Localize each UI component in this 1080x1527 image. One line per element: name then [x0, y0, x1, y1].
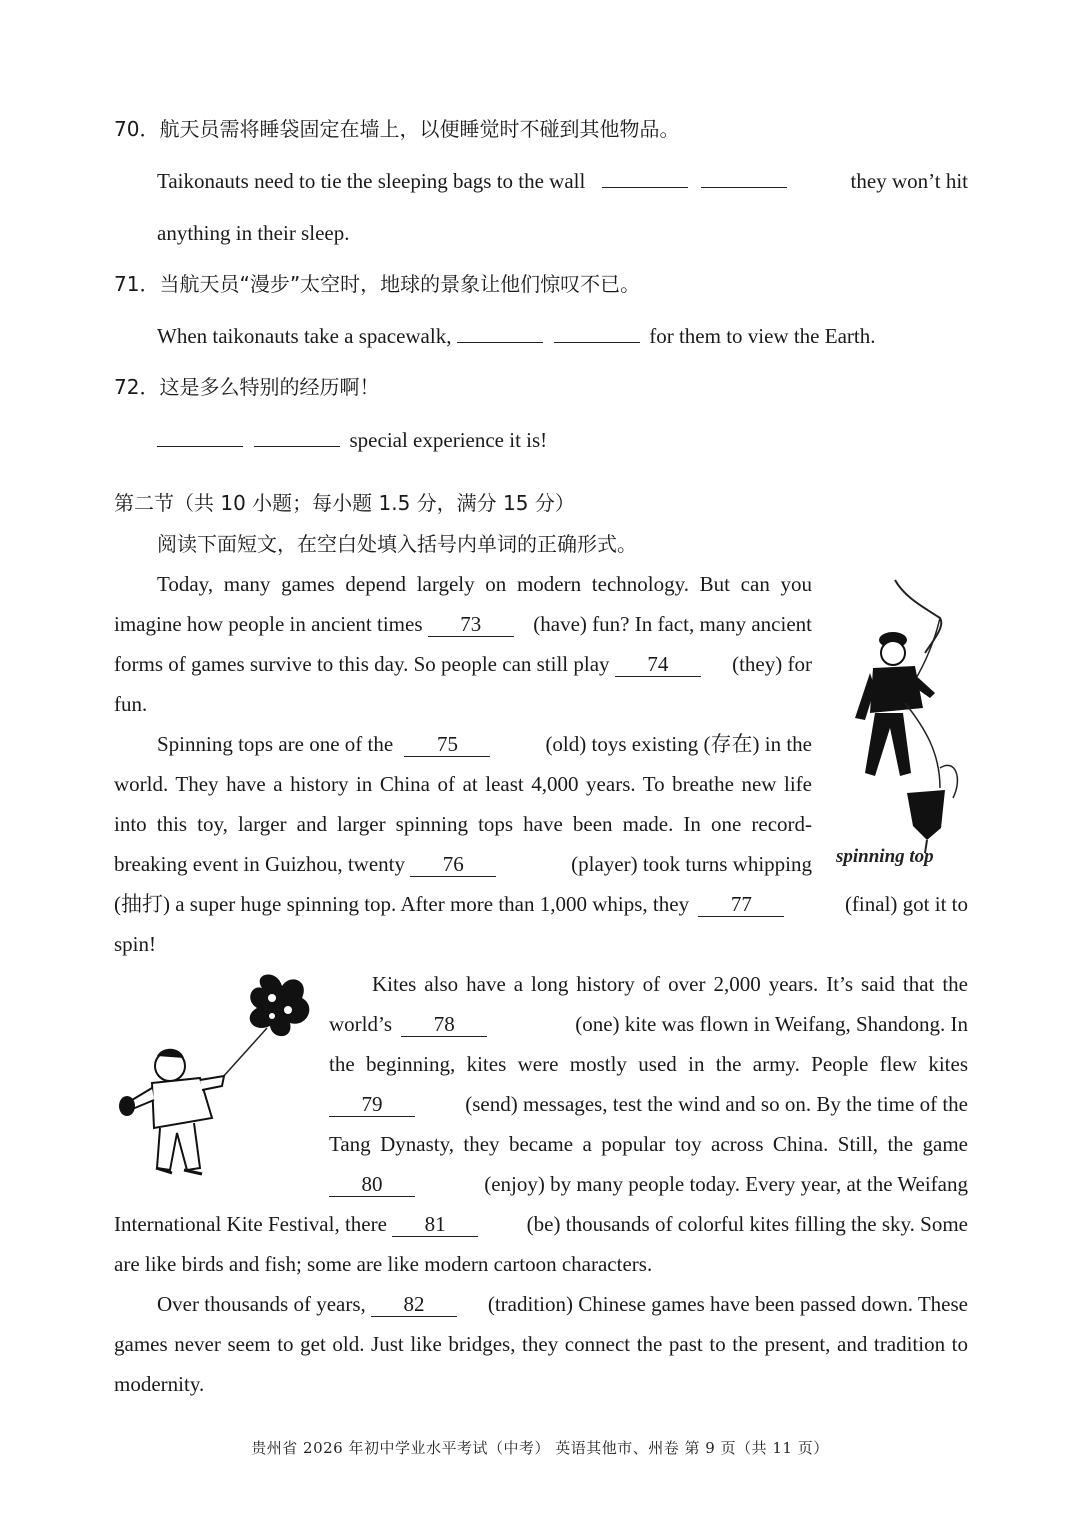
q70-english-line1	[157, 167, 968, 195]
blank-82[interactable]: 82	[371, 1292, 457, 1317]
blank-73[interactable]: 73	[428, 612, 514, 637]
q71-prompt: 当航天员“漫步”太空时，地球的景象让他们惊叹不已。	[159, 272, 641, 296]
passage-text: Over thousands of years,	[157, 1292, 366, 1316]
passage-text: (player) took turns whipping	[571, 852, 812, 876]
q71-blank-2[interactable]	[554, 324, 640, 343]
q70-text-a: Taikonauts need to tie the sleeping bags to the wall	[157, 169, 586, 193]
q72-blank-2[interactable]	[254, 428, 340, 447]
passage-text: (抽打) a super huge spinning top. After more than 1,000 whips, they	[114, 892, 690, 916]
passage-text: International Kite Festival, there	[114, 1212, 387, 1236]
q70-english-line2: anything in their sleep.	[157, 221, 350, 245]
passage-text: (have) fun? In fact, many ancient	[533, 612, 812, 636]
passage-line: spin!	[114, 932, 156, 956]
passage-line	[329, 1170, 968, 1198]
passage-line: fun.	[114, 692, 148, 716]
q72-english	[157, 426, 547, 454]
passage-line: games never seem to get old. Just like bridges, they connect the past to the present, and tradition to	[114, 1332, 968, 1356]
spinning-top-illustration	[845, 578, 970, 853]
q71-blank-1[interactable]	[457, 324, 543, 343]
q71-text-a: When taikonauts take a spacewalk,	[157, 324, 452, 348]
passage-line: world. They have a history in China of at least 4,000 years. To breathe new life	[114, 772, 812, 796]
q71-text-b: for them to view the Earth.	[649, 324, 876, 348]
kite-boy-illustration	[112, 968, 317, 1183]
q72-blank-1[interactable]	[157, 428, 243, 447]
section-instruction: 阅读下面短文，在空白处填入括号内单词的正确形式。	[157, 532, 637, 556]
passage-text: world’s	[329, 1012, 392, 1036]
blank-79[interactable]: 79	[329, 1092, 415, 1117]
passage-line	[157, 730, 812, 758]
passage-line	[157, 1290, 968, 1318]
passage-line: modernity.	[114, 1372, 205, 1396]
blank-81[interactable]: 81	[392, 1212, 478, 1237]
q72-text-b: special experience it is!	[349, 428, 548, 452]
passage-line	[329, 1010, 968, 1038]
passage-text: (be) thousands of colorful kites filling the sky. Some	[526, 1212, 968, 1236]
passage-line	[114, 850, 812, 878]
figure-caption: spinning top	[836, 846, 934, 867]
passage-text: (tradition) Chinese games have been passed down. These	[487, 1292, 968, 1316]
q70-blank-1[interactable]	[602, 169, 688, 188]
q71-number: 71．	[114, 272, 160, 296]
passage-line: into this toy, larger and larger spinning tops have been made. In one record-	[114, 812, 812, 836]
blank-75[interactable]: 75	[404, 732, 490, 757]
q70-chinese	[114, 115, 679, 143]
passage-line: Tang Dynasty, they became a popular toy across China. Still, the game	[329, 1132, 968, 1156]
q70-text-b: they won’t hit	[850, 169, 968, 193]
passage-line: Today, many games depend largely on modern technology. But can you	[157, 572, 812, 596]
q71-chinese	[114, 270, 640, 298]
passage-text: (send) messages, test the wind and so on. By the time of the	[465, 1092, 968, 1116]
passage-line	[114, 650, 812, 678]
q70-prompt: 航天员需将睡袋固定在墙上，以便睡觉时不碰到其他物品。	[159, 117, 680, 141]
page-footer: 贵州省 2026 年初中学业水平考试（中考） 英语其他市、州卷 第 9 页（共 11 页）	[251, 1439, 829, 1457]
passage-text: (old) toys existing (存在) in the	[545, 732, 812, 756]
passage-line: the beginning, kites were mostly used in the army. People flew kites	[329, 1052, 968, 1076]
passage-text: forms of games survive to this day. So people can still play	[114, 652, 610, 676]
q72-chinese	[114, 373, 379, 401]
passage-line	[114, 610, 812, 638]
q70-number: 70．	[114, 117, 160, 141]
blank-77[interactable]: 77	[698, 892, 784, 917]
q72-number: 72．	[114, 375, 160, 399]
passage-text: breaking event in Guizhou, twenty	[114, 852, 406, 876]
passage-text: (final) got it to	[844, 892, 968, 916]
passage-line	[114, 890, 968, 918]
q71-english	[157, 322, 875, 350]
passage-text: imagine how people in ancient times	[114, 612, 423, 636]
passage-text: Spinning tops are one of the	[157, 732, 394, 756]
passage-line: Kites also have a long history of over 2,000 years. It’s said that the	[372, 972, 968, 996]
passage-line	[114, 1210, 968, 1238]
q72-prompt: 这是多么特别的经历啊！	[159, 375, 380, 399]
passage-line	[329, 1090, 968, 1118]
blank-74[interactable]: 74	[615, 652, 701, 677]
passage-text: (enjoy) by many people today. Every year, at the Weifang	[484, 1172, 968, 1196]
blank-80[interactable]: 80	[329, 1172, 415, 1197]
section-title: 第二节（共 10 小题；每小题 1.5 分，满分 15 分）	[114, 491, 575, 515]
passage-text: (one) kite was flown in Weifang, Shandong. In	[575, 1012, 968, 1036]
passage-text: (they) for	[732, 652, 812, 676]
q70-blank-2[interactable]	[701, 169, 787, 188]
blank-76[interactable]: 76	[410, 852, 496, 877]
blank-78[interactable]: 78	[401, 1012, 487, 1037]
passage-line: are like birds and fish; some are like modern cartoon characters.	[114, 1252, 653, 1276]
